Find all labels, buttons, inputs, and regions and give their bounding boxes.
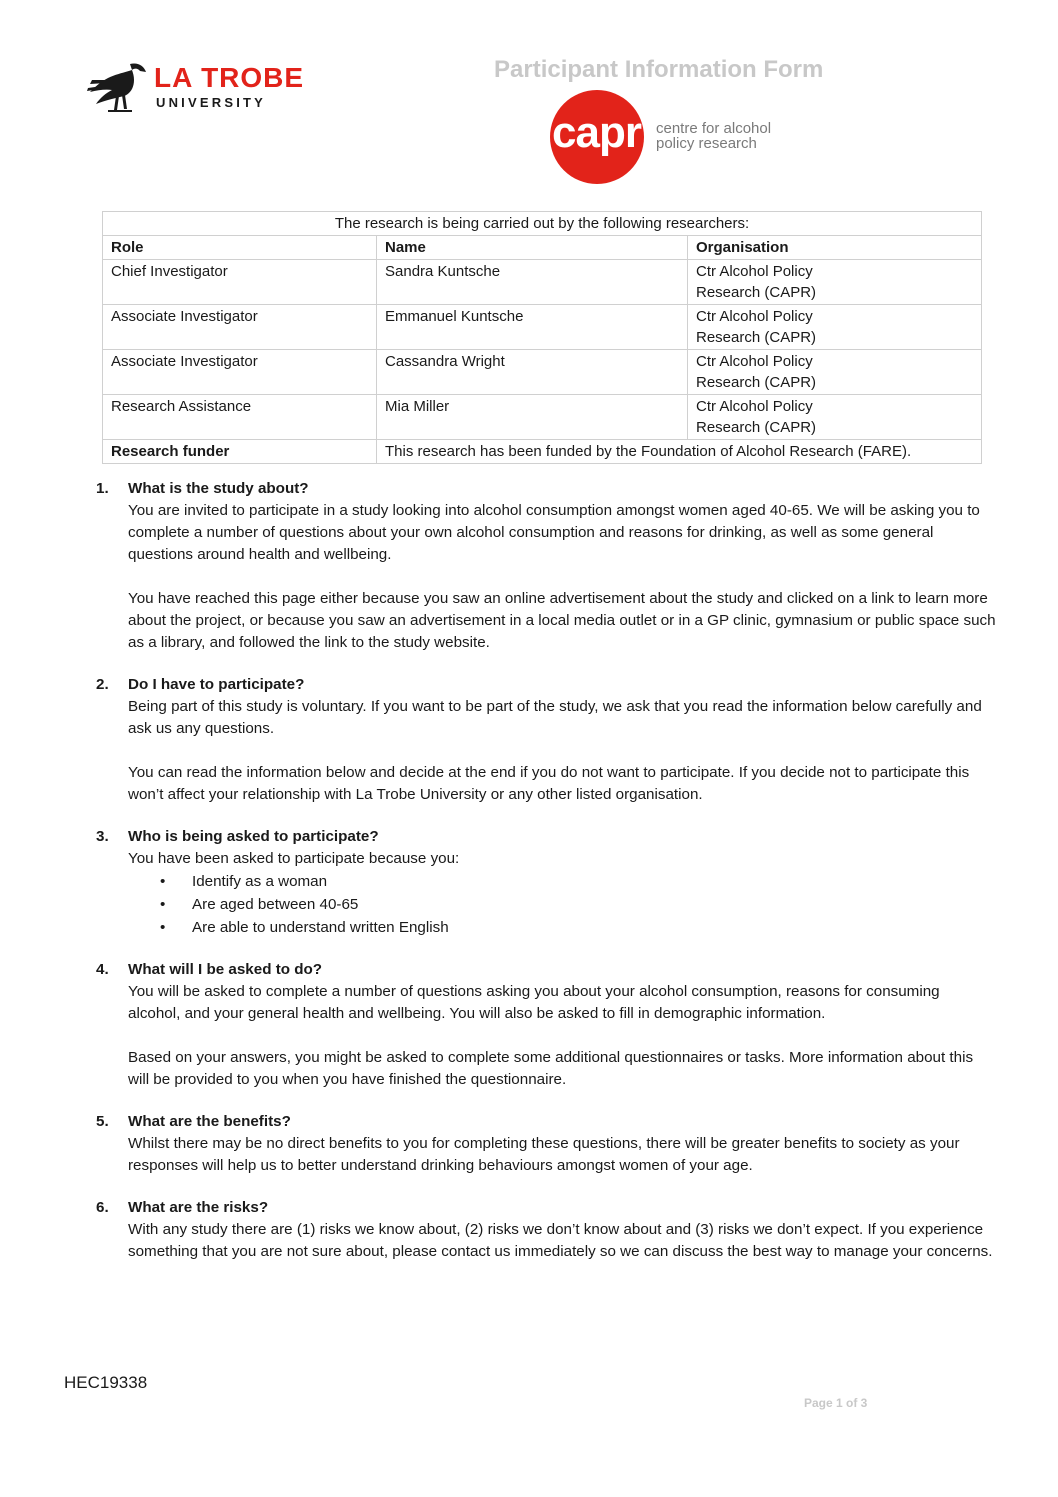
section-heading: What are the benefits? [128,1113,291,1130]
org-line: Ctr Alcohol Policy [696,263,813,280]
section-paragraph: You have reached this page either because you saw an online advertisement about the study and clicked on a link to learn more about the project, or because you saw an advertisement in a local media outlet or in a GP clinic, gymnasium or public space such as a library, and followed the link to the study website. [128,590,996,651]
section-paragraph: You are invited to participate in a study looking into alcohol consumption amongst women aged 40-65. We will be asking you to complete a number of questions about your own alcohol consumption and reasons for drinking, as well as some general questions around health and wellbeing. [128,502,980,563]
table-header-row [103,236,982,260]
researchers-table [102,211,982,464]
cell-name: Mia Miller [377,395,688,440]
la-trobe-logo [86,58,326,118]
org-line: Ctr Alcohol Policy [696,398,813,415]
section-what-to-do [96,959,996,1091]
capr-wordmark: capr [552,108,641,157]
section-benefits [96,1111,996,1177]
cell-role: Research Assistance [103,395,377,440]
org-line: Research (CAPR) [696,284,817,301]
section-paragraph: You will be asked to complete a number of questions asking you about your alcohol consumption, reasons for consuming alcohol, and your general health and wellbeing. You will also be asked to fill in demographic information. [128,983,940,1022]
section-paragraph: Whilst there may be no direct benefits to you for completing these questions, there will be greater benefits to society as your responses will help us to better understand drinking behaviours amongst women of your age. [128,1135,960,1174]
cell-role: Associate Investigator [103,350,377,395]
cell-name: Emmanuel Kuntsche [377,305,688,350]
cell-organisation [688,260,982,305]
section-paragraph: Based on your answers, you might be asked to complete some additional questionnaires or tasks. More information about this will be provided to you when you have finished the questionnaire. [128,1049,974,1088]
cell-name: Cassandra Wright [377,350,688,395]
university-subtitle: UNIVERSITY [156,95,267,110]
list-item: • Are able to understand written English [160,916,996,939]
funder-text: This research has been funded by the Foundation of Alcohol Research (FARE). [377,440,982,464]
section-paragraph: With any study there are (1) risks we know about, (2) risks we don’t know about and (3) risks we don’t expect. If you experience something that you are not sure about, please contact us immediately so we can discuss the best way to manage your concerns. [128,1221,993,1260]
capr-logo [550,90,800,186]
section-paragraph: You can read the information below and decide at the end if you do not want to participate. If you decide not to participate this won’t affect your relationship with La Trobe University or any other listed organisation. [128,764,970,803]
section-number: 3. [96,828,109,845]
cell-organisation [688,395,982,440]
section-number: 5. [96,1113,109,1130]
info-sections [96,478,996,1283]
table-row [103,305,982,350]
cell-role: Associate Investigator [103,305,377,350]
table-row [103,350,982,395]
cell-organisation [688,350,982,395]
table-row [103,395,982,440]
eligibility-list [128,870,996,939]
university-name: LA TROBE [154,62,305,93]
org-line: Research (CAPR) [696,419,817,436]
cell-name: Sandra Kuntsche [377,260,688,305]
capr-tagline-line1: centre for alcohol [656,120,772,137]
table-funder-row [103,440,982,464]
section-risks [96,1197,996,1263]
section-paragraph: You have been asked to participate because you: [128,850,460,867]
funder-label: Research funder [103,440,377,464]
section-heading: What are the risks? [128,1199,269,1216]
section-number: 2. [96,676,109,693]
list-item: • Are aged between 40-65 [160,893,996,916]
section-heading: What will I be asked to do? [128,961,323,978]
cell-role: Chief Investigator [103,260,377,305]
column-header-role: Role [103,236,377,260]
section-who-asked [96,826,996,939]
table-row [103,260,982,305]
page-number: Page 1 of 3 [804,1396,868,1410]
section-participate [96,674,996,806]
org-line: Research (CAPR) [696,374,817,391]
capr-tagline-line2: policy research [656,135,757,152]
column-header-name: Name [377,236,688,260]
section-number: 6. [96,1199,109,1216]
list-item: • Identify as a woman [160,870,996,893]
org-line: Ctr Alcohol Policy [696,308,813,325]
table-caption: The research is being carried out by the following researchers: [103,212,982,236]
org-line: Research (CAPR) [696,329,817,346]
section-paragraph: Being part of this study is voluntary. If you want to be part of the study, we ask that you read the information below carefully and ask us any questions. [128,698,982,737]
column-header-organisation: Organisation [688,236,982,260]
section-heading: Who is being asked to participate? [128,828,379,845]
section-number: 1. [96,480,109,497]
ethics-code: HEC19338 [64,1373,148,1392]
section-study-about [96,478,996,654]
section-number: 4. [96,961,109,978]
table-caption-row [103,212,982,236]
section-heading: Do I have to participate? [128,676,305,693]
ibis-bird-icon [86,58,150,114]
form-title: Participant Information Form [494,56,824,83]
cell-organisation [688,305,982,350]
section-heading: What is the study about? [128,480,309,497]
org-line: Ctr Alcohol Policy [696,353,813,370]
